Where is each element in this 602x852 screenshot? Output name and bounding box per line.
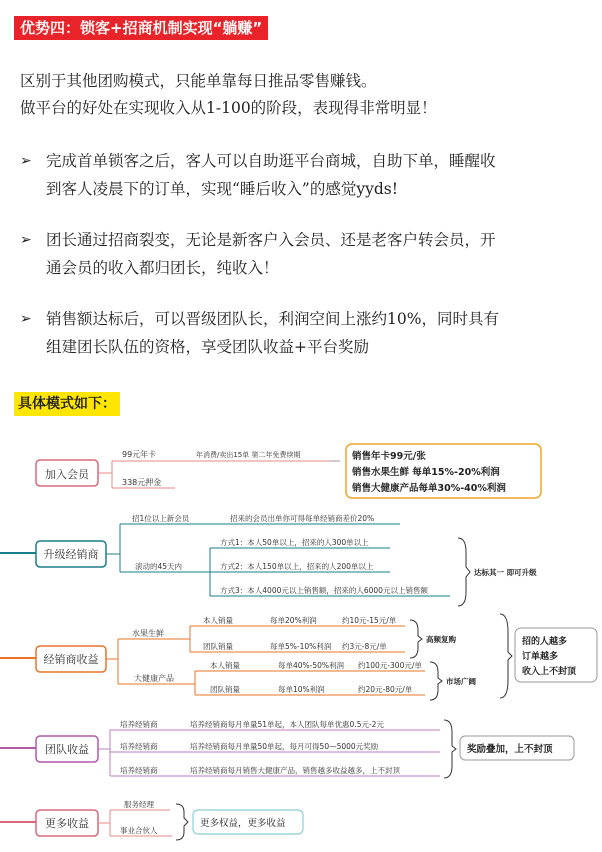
upgrade-condition-a: 招1位以上新会员 — [132, 514, 190, 523]
more-label: 更多收益 — [45, 817, 89, 830]
arrow-bullet-icon: ➢ — [20, 311, 32, 327]
join-option-1: 99元年卡 — [122, 450, 157, 459]
join-box-line-2: 销售水果生鲜 每单15%-20%利润 — [352, 467, 500, 478]
dealer-fruit-self-amount: 约10元-15元/单 — [342, 616, 397, 625]
dealer-fruit: 水果生鲜 — [132, 629, 164, 638]
join-label: 加入会员 — [45, 468, 89, 481]
bullet-line: 到客人凌晨下的订单，实现“睡后收入”的感觉yyds! — [46, 180, 398, 198]
bullet-item — [20, 147, 585, 203]
join-branch — [36, 444, 541, 498]
dealer-label: 经销商收益 — [43, 653, 99, 666]
upgrade-method-3: 方式3：本人4000元以上销售额，招来的人6000元以上销售额 — [220, 586, 428, 595]
bullet-line: 通会员的收入都归团长，纯收入！ — [46, 259, 279, 277]
upgrade-method-2: 方式2：本人150单以上，招来的人200单以上 — [220, 562, 374, 571]
dealer-health-self-amount: 约100元-300元/单 — [358, 661, 422, 670]
bullet-line: 团长通过招商裂变，无论是新客户入会员、还是老客户转会员，开 — [46, 231, 496, 249]
bullet-line: 完成首单锁客之后，客人可以自助逛平台商城，自助下单，睡醒收 — [46, 152, 496, 170]
more-item-service-manager: 服务经理 — [124, 800, 154, 809]
dealer-branch — [0, 614, 597, 700]
dealer-fruit-team-rate: 每单5%-10%利润 — [270, 642, 332, 651]
upgrade-note: 达标其一 即可升级 — [474, 568, 537, 577]
dealer-box-line-1: 招的人越多 — [522, 637, 568, 647]
more-item-partner: 事业合伙人 — [120, 826, 158, 835]
upgrade-method-1: 方式1：本人50单以上，招来的人300单以上 — [220, 538, 369, 547]
team-row-3-label: 培养经销商 — [120, 766, 158, 775]
team-row-2-detail: 培养经销商每月单量50单起，每月可得50—5000元奖励 — [190, 742, 379, 751]
join-box-line-1: 销售年卡99元/张 — [352, 451, 426, 462]
dealer-health-team-rate: 每单10%利润 — [278, 685, 325, 694]
team-label: 团队收益 — [45, 743, 89, 756]
dealer-box-line-3: 收入上不封顶 — [522, 667, 577, 677]
intro-text — [20, 68, 437, 122]
dealer-fruit-team-amount: 约3元-8元/单 — [342, 642, 387, 651]
dealer-health: 大健康产品 — [134, 674, 174, 683]
upgrade-branch — [0, 513, 537, 606]
bullet-line: 销售额达标后，可以晋级团队长，利润空间上涨约10%，同时具有 — [46, 310, 499, 328]
mindmap — [0, 412, 602, 852]
dealer-fruit-note: 高频复购 — [426, 635, 456, 644]
team-row-2-label: 培养经销商 — [120, 742, 158, 751]
dealer-fruit-team: 团队销量 — [203, 642, 233, 651]
bullet-item — [20, 305, 585, 361]
bullet-line: 组建团长队伍的资格，享受团队收益+平台奖励 — [46, 338, 369, 356]
join-option-1-detail: 年消费/卖出15单 第二年免费续期 — [196, 451, 301, 459]
team-box: 奖励叠加，上不封顶 — [467, 744, 553, 755]
arrow-bullet-icon: ➢ — [20, 232, 32, 248]
section-title: 优势四：锁客+招商机制实现“躺赚” — [14, 16, 268, 40]
upgrade-label: 升级经销商 — [43, 548, 99, 561]
dealer-health-team-amount: 约20元-80元/单 — [358, 685, 413, 694]
team-row-3-detail: 培养经销商每月销售大健康产品，销售越多收益越多，上不封顶 — [190, 766, 400, 775]
dealer-fruit-self: 本人销量 — [203, 616, 233, 625]
dealer-fruit-self-rate: 每单20%利润 — [270, 616, 317, 625]
team-row-1-label: 培养经销商 — [120, 720, 158, 729]
intro-line-1: 区别于其他团购模式，只能单靠每日推品零售赚钱。 — [20, 72, 377, 90]
dealer-health-self-rate: 每单40%-50%利润 — [278, 661, 345, 670]
dealer-box-line-2: 订单越多 — [522, 652, 559, 662]
dealer-health-team: 团队销量 — [210, 685, 240, 694]
model-heading: 具体模式如下： — [14, 392, 120, 416]
team-branch — [0, 719, 574, 778]
arrow-bullet-icon: ➢ — [20, 153, 32, 169]
join-option-2: 338元押金 — [122, 478, 162, 487]
bullet-item — [20, 226, 585, 282]
upgrade-condition-b: 滚动的45天内 — [135, 562, 183, 571]
team-row-1-detail: 培养经销商每月单量51单起，本人团队每单优惠0.5元-2元 — [190, 720, 384, 729]
upgrade-condition-a-detail: 招来的会员出单你可得每单经销商差价20% — [230, 514, 375, 523]
dealer-health-self: 本人销量 — [210, 661, 240, 670]
intro-line-2: 做平台的好处在实现收入从1-100的阶段，表现得非常明显！ — [20, 99, 437, 117]
more-box: 更多权益，更多收益 — [200, 818, 286, 829]
more-branch — [0, 799, 303, 840]
dealer-health-note: 市场广阔 — [446, 677, 476, 686]
join-box-line-3: 销售大健康产品每单30%-40%利润 — [352, 483, 506, 494]
